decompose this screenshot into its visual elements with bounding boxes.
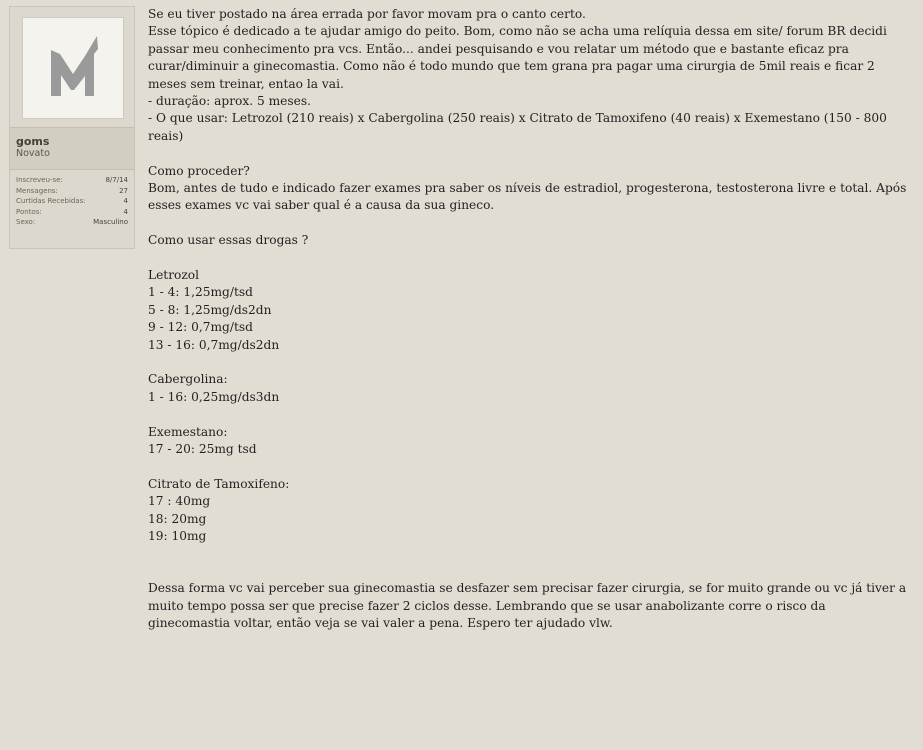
user-stats <box>16 175 128 228</box>
post-line: Dessa forma vc vai perceber sua ginecomastia se desfazer sem precisar fazer cirurgia, se for muito grande ou vc já tiver a <box>148 581 907 596</box>
blank-line <box>148 145 914 162</box>
section-heading: Como proceder? <box>148 163 250 178</box>
stat-value: 4 <box>123 197 128 205</box>
stat-value: Masculino <box>93 218 128 226</box>
dosage-line: 17 - 20: 25mg tsd <box>148 442 257 457</box>
username[interactable]: goms <box>16 135 50 148</box>
user-rank: Novato <box>16 148 50 159</box>
stat-row-joined <box>16 175 128 186</box>
blank-line <box>148 546 914 563</box>
dosage-line: 5 - 8: 1,25mg/ds2dn <box>148 302 272 317</box>
dosage-line: 17 : 40mg <box>148 494 211 509</box>
blank-line <box>148 458 914 475</box>
post-line: esses exames vc vai saber qual é a causa da sua gineco. <box>148 198 495 213</box>
section-heading: Como usar essas drogas ? <box>148 233 309 248</box>
post-line: Se eu tiver postado na área errada por favor movam pra o canto certo. <box>148 7 586 21</box>
dosage-line: 1 - 4: 1,25mg/tsd <box>148 285 253 300</box>
stat-row-messages <box>16 186 128 197</box>
post-line: - O que usar: Letrozol (210 reais) x Cabergolina (250 reais) x Citrato de Tamoxifeno (40 reais) x Exemestano (150 - 800 <box>148 111 887 126</box>
dosage-line: 9 - 12: 0,7mg/tsd <box>148 320 253 335</box>
post-line: reais) <box>148 128 184 143</box>
dosage-line: 18: 20mg <box>148 511 207 526</box>
stat-label: Curtidas Recebidas: <box>16 197 86 205</box>
blank-line <box>148 250 914 267</box>
post-line: meses sem treinar, entao la vai. <box>148 76 344 91</box>
post-line: curar/diminuir a ginecomastia. Como não é todo mundo que tem grana pra pagar uma cirurgia de 5mil reais e ficar 2 <box>148 59 875 74</box>
post-line: - duração: aprox. 5 meses. <box>148 94 311 109</box>
drug-title: Exemestano: <box>148 424 228 439</box>
post-line: Esse tópico é dedicado a te ajudar amigo do peito. Bom, como não se acha uma relíquia dessa em site/ forum BR decidi <box>148 24 887 39</box>
post-line: Bom, antes de tudo e indicado fazer exames pra saber os níveis de estradiol, progesterona, testosterona livre e total. Após <box>148 181 907 196</box>
m-logo-icon <box>23 18 123 118</box>
stat-label: Inscreveu-se: <box>16 176 63 184</box>
stat-row-gender <box>16 217 128 228</box>
post-line: ginecomastia voltar, então veja se vai valer a pena. Espero ter ajudado vlw. <box>148 616 613 631</box>
user-info <box>10 127 134 170</box>
blank-line <box>148 406 914 423</box>
drug-title: Letrozol <box>148 268 200 283</box>
dosage-line: 19: 10mg <box>148 529 207 544</box>
dosage-line: 1 - 16: 0,25mg/ds3dn <box>148 389 280 404</box>
stat-label: Pontos: <box>16 207 42 216</box>
stat-label: Mensagens: <box>16 186 58 195</box>
user-panel <box>9 6 135 249</box>
drug-title: Cabergolina: <box>148 372 228 387</box>
post-line: muito tempo possa ser que precise fazer 2 ciclos desse. Lembrando que se usar anabolizante corre o risco da <box>148 598 826 613</box>
dosage-line: 13 - 16: 0,7mg/ds2dn <box>148 337 280 352</box>
stat-value[interactable]: 4 <box>123 207 128 216</box>
stat-label: Sexo: <box>16 218 36 226</box>
blank-line <box>148 354 914 371</box>
blank-line <box>148 215 914 232</box>
stat-value: 8/7/14 <box>105 176 128 184</box>
post-content <box>148 6 914 633</box>
drug-title: Citrato de Tamoxifeno: <box>148 476 290 491</box>
stat-value[interactable]: 27 <box>119 186 128 195</box>
stat-row-likes <box>16 196 128 207</box>
post-line: passar meu conhecimento pra vcs. Então... andei pesquisando e vou relatar um método que e bastante eficaz pra <box>148 41 849 56</box>
stat-row-points <box>16 207 128 218</box>
avatar[interactable] <box>22 17 124 119</box>
blank-line <box>148 563 914 580</box>
